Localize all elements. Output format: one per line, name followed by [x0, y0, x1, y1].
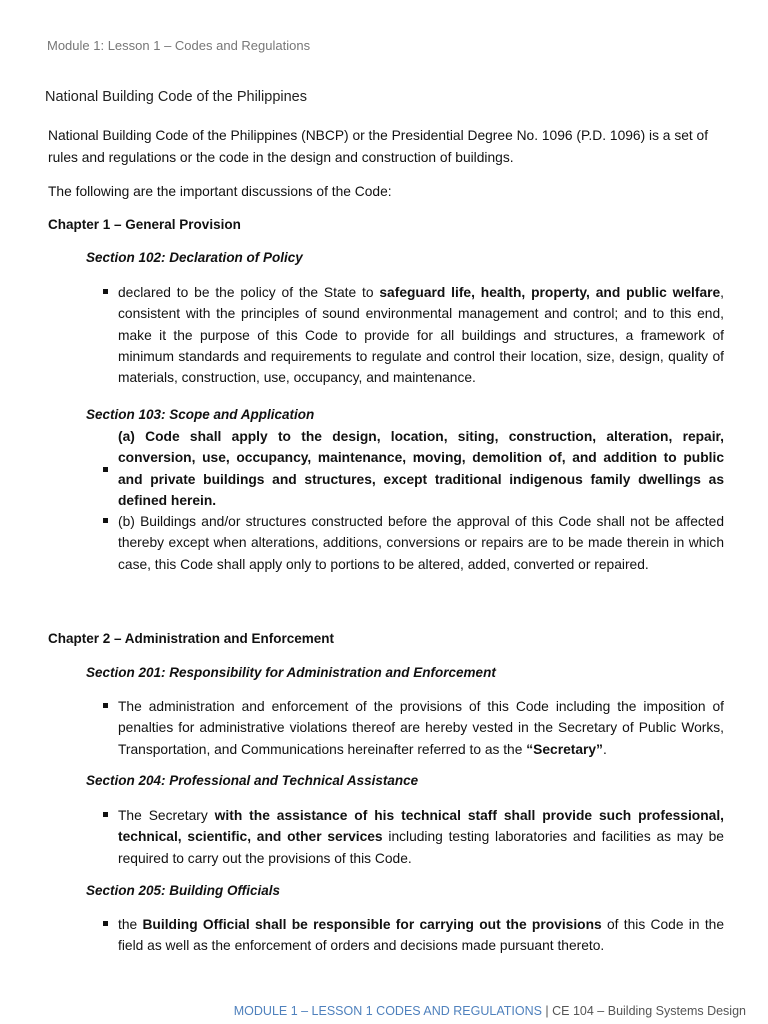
list-item-emphasis: safeguard life, health, property, and public welfare	[379, 285, 721, 300]
list-item-text: The administration and enforcement of the provisions of this Code including the imposition of penalties for administrative violations thereof are hereby vested in the Secretary of Public Works, Transportation, and Communications hereinafter referred to as the	[118, 699, 724, 757]
following-paragraph: The following are the important discussions of the Code:	[48, 184, 392, 199]
section-201-list	[103, 696, 724, 760]
chapter-1-heading: Chapter 1 – General Provision	[48, 217, 241, 232]
list-item	[103, 805, 724, 869]
bullet-icon	[103, 921, 108, 926]
footer-module-label: MODULE 1 – LESSON 1 CODES AND REGULATIONS	[233, 1004, 542, 1018]
intro-paragraph: National Building Code of the Philippines (NBCP) or the Presidential Degree No. 1096 (P.D. 1096) is a set of rules and regulations or the code in the design and construction of buildings.	[48, 128, 709, 165]
bullet-icon	[103, 812, 108, 817]
chapter-2-heading: Chapter 2 – Administration and Enforcement	[48, 631, 335, 646]
list-item	[103, 511, 724, 575]
list-item-emphasis: Code shall apply to the design, location, siting, construction, alteration, repair, conversion, use, occupancy, maintenance, moving, demolition of, and addition to public and private buildings and structures, except traditional indigenous family dwellings as defined herein.	[118, 429, 724, 508]
list-item-text: (b) Buildings and/or structures constructed before the approval of this Code shall not be affected thereby except when alterations, additions, conversions or repairs are to be made therein in which case, this Code shall apply only to portions to be altered, added, converted or repaired.	[118, 514, 724, 572]
bullet-icon	[103, 467, 108, 472]
section-102-heading: Section 102: Declaration of Policy	[86, 250, 303, 265]
page-footer	[234, 1004, 746, 1018]
section-102-list	[103, 282, 724, 388]
page-header: Module 1: Lesson 1 – Codes and Regulations	[47, 38, 311, 53]
section-205-heading: Section 205: Building Officials	[86, 883, 281, 898]
list-item-text: .	[602, 741, 607, 757]
list-item-text: , consistent with the principles of sound environmental management and control; and to this end, make it the purpose of this Code to provide for all buildings and structures, a framework of minimum standards and requirements to regulate and control their location, size, design, quality of materials, construction, use, occupancy, and maintenance.	[118, 285, 725, 386]
bullet-icon	[103, 289, 108, 294]
list-item	[103, 282, 724, 388]
list-item-emphasis: with the assistance of his technical staff shall provide such professional, technical, scientific, and other services	[118, 808, 725, 845]
section-204-heading: Section 204: Professional and Technical Assistance	[86, 773, 419, 788]
list-item-emphasis: “Secretary”	[526, 741, 603, 757]
section-103-heading: Section 103: Scope and Application	[86, 407, 315, 422]
list-item-label: (a)	[118, 429, 135, 444]
list-item-text: of this Code in the field as well as the enforcement of orders and decisions made pursuant thereto.	[118, 917, 725, 954]
list-item-text: including testing laboratories and facilities as may be required to carry out the provisions of this Code.	[118, 829, 724, 866]
section-201-heading: Section 201: Responsibility for Administration and Enforcement	[86, 665, 496, 680]
list-item-text: the	[118, 917, 143, 932]
list-item	[103, 696, 724, 760]
list-item	[103, 914, 724, 957]
bullet-icon	[103, 703, 108, 708]
document-title: National Building Code of the Philippines	[45, 89, 307, 105]
bullet-icon	[103, 518, 108, 523]
section-103-list	[103, 426, 724, 575]
list-item	[103, 426, 724, 511]
list-item-text: The Secretary	[118, 808, 215, 823]
list-item-emphasis: Building Official shall be responsible for carrying out the provisions	[142, 917, 602, 932]
section-205-list	[103, 914, 724, 957]
list-item-text: declared to be the policy of the State to	[118, 285, 380, 300]
footer-course-label: CE 104 – Building Systems Design	[552, 1004, 746, 1018]
section-204-list	[103, 805, 724, 869]
footer-separator: |	[541, 1004, 553, 1018]
